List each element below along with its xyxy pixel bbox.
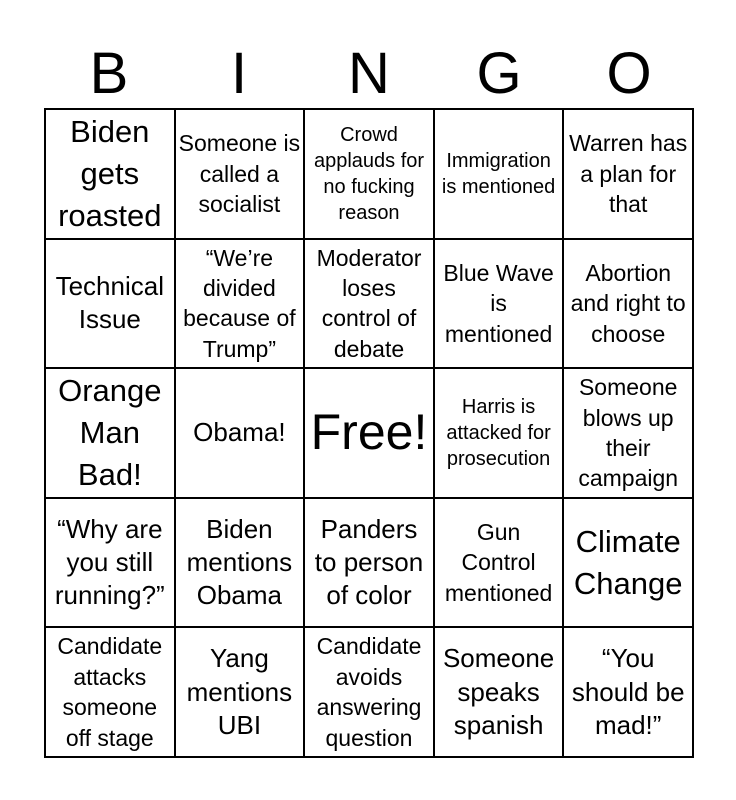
cell-text: Candidate attacks someone off stage (57, 633, 163, 751)
header-letter-g: G (476, 41, 522, 106)
bingo-cell-r2c3[interactable] (304, 239, 434, 369)
bingo-cell-r5c3[interactable] (304, 627, 434, 757)
bingo-cell-r3c1[interactable] (45, 368, 175, 498)
bingo-cell-r4c2[interactable] (175, 498, 305, 628)
cell-text: “Why are you still running?” (54, 513, 165, 611)
cell-text: Someone speaks spanish (442, 643, 555, 740)
cell-text: Someone blows up their campaign (578, 374, 679, 492)
cell-text: Technical Issue (55, 271, 164, 335)
cell-text: Biden mentions Obama (186, 513, 293, 611)
bingo-cell-r2c2[interactable] (175, 239, 305, 369)
cell-text: Climate Change (573, 523, 683, 601)
bingo-cell-free[interactable] (304, 368, 434, 498)
cell-text: Obama! (193, 417, 286, 448)
cell-text: Crowd applauds for no fucking reason (313, 123, 425, 224)
cell-text: Yang mentions UBI (186, 643, 293, 740)
header-letter-n: N (348, 41, 390, 106)
bingo-header (44, 40, 694, 108)
cell-text: Moderator loses control of debate (316, 244, 422, 362)
header-letter-b: B (89, 41, 129, 106)
bingo-cell-r5c2[interactable] (175, 627, 305, 757)
cell-text: Biden gets roasted (58, 114, 162, 233)
bingo-cell-r1c3[interactable] (304, 109, 434, 239)
cell-text: “You should be mad!” (571, 643, 685, 740)
bingo-cell-r2c5[interactable] (563, 239, 693, 369)
bingo-cell-r1c2[interactable] (175, 109, 305, 239)
bingo-cell-r3c4[interactable] (434, 368, 564, 498)
cell-text: Candidate avoids answering question (316, 633, 422, 751)
bingo-cell-r4c1[interactable] (45, 498, 175, 628)
cell-text: Orange Man Bad! (58, 373, 162, 492)
bingo-cell-r1c1[interactable] (45, 109, 175, 239)
cell-text: Warren has a plan for that (569, 130, 688, 217)
cell-text: Gun Control mentioned (444, 519, 553, 606)
cell-text: Someone is called a socialist (178, 130, 301, 217)
bingo-cell-r4c4[interactable] (434, 498, 564, 628)
header-letter-i: I (230, 41, 248, 106)
cell-text: Panders to person of color (314, 513, 424, 611)
bingo-cell-r3c5[interactable] (563, 368, 693, 498)
header-letter-o: O (606, 41, 652, 106)
cell-text: Blue Wave is mentioned (443, 259, 554, 347)
bingo-cell-r5c1[interactable] (45, 627, 175, 757)
bingo-cell-r5c5[interactable] (563, 627, 693, 757)
bingo-cell-r2c1[interactable] (45, 239, 175, 369)
bingo-cell-r2c4[interactable] (434, 239, 564, 369)
bingo-cell-r4c5[interactable] (563, 498, 693, 628)
cell-text: Abortion and right to choose (570, 259, 686, 347)
bingo-cell-r4c3[interactable] (304, 498, 434, 628)
bingo-cell-r3c2[interactable] (175, 368, 305, 498)
bingo-cell-r1c4[interactable] (434, 109, 564, 239)
bingo-cell-r5c4[interactable] (434, 627, 564, 757)
cell-text: “We’re divided because of Trump” (183, 244, 296, 362)
cell-text: Immigration is mentioned (441, 149, 556, 198)
cell-text: Harris is attacked for prosecution (446, 395, 551, 470)
bingo-cell-r1c5[interactable] (563, 109, 693, 239)
bingo-grid (44, 108, 694, 758)
cell-text: Free! (310, 404, 428, 461)
